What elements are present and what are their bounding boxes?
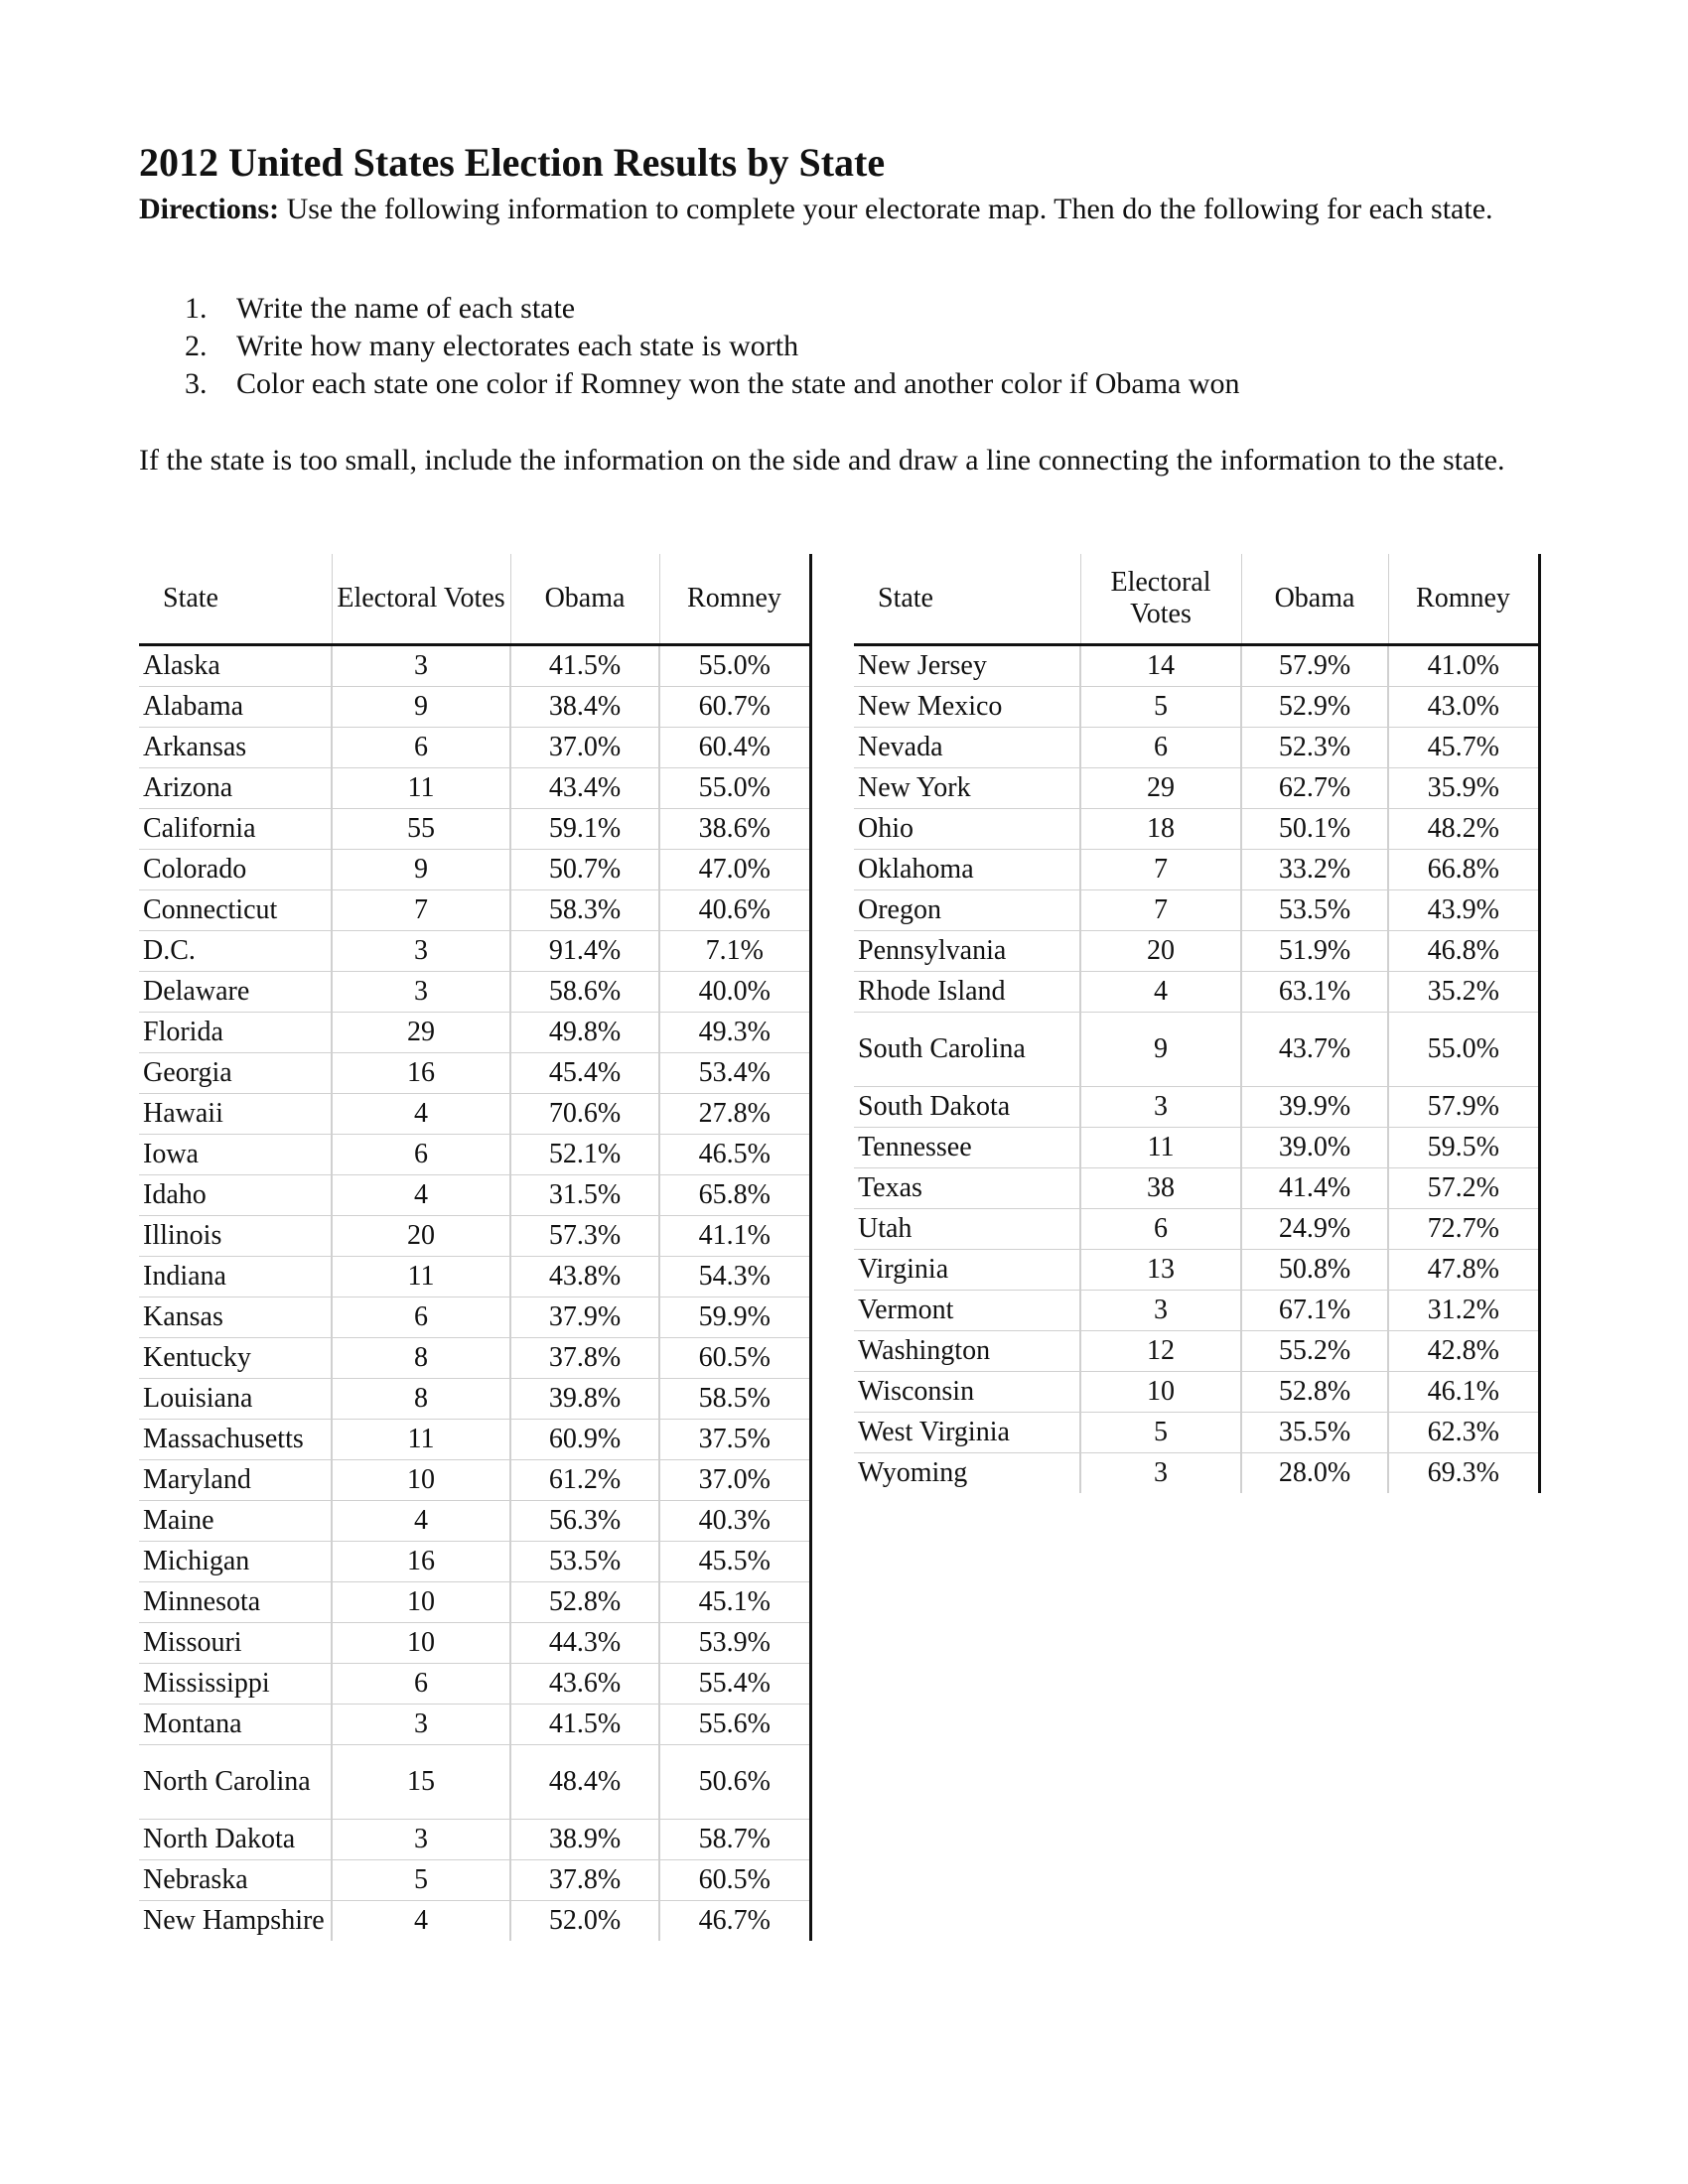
table-row bbox=[854, 809, 1539, 850]
step-number: 2. bbox=[185, 330, 208, 362]
romney-percent-cell: 47.8% bbox=[1388, 1250, 1539, 1291]
romney-percent-cell: 41.1% bbox=[659, 1216, 810, 1257]
obama-percent-cell: 52.8% bbox=[510, 1582, 659, 1623]
state-cell: Arkansas bbox=[139, 728, 332, 768]
electoral-votes-cell: 3 bbox=[332, 1705, 510, 1745]
table-row bbox=[854, 931, 1539, 972]
step-number: 1. bbox=[185, 292, 208, 325]
obama-percent-cell: 49.8% bbox=[510, 1013, 659, 1053]
electoral-votes-cell: 55 bbox=[332, 809, 510, 850]
obama-percent-cell: 33.2% bbox=[1241, 850, 1388, 890]
romney-percent-cell: 7.1% bbox=[659, 931, 810, 972]
romney-percent-cell: 35.2% bbox=[1388, 972, 1539, 1013]
results-table-right bbox=[854, 554, 1541, 1493]
electoral-votes-cell: 6 bbox=[332, 1664, 510, 1705]
column-header-state: State bbox=[854, 554, 1080, 645]
page-title: 2012 United States Election Results by State bbox=[139, 140, 886, 185]
romney-percent-cell: 55.0% bbox=[659, 645, 810, 687]
electoral-votes-cell: 14 bbox=[1080, 645, 1241, 687]
state-cell: Indiana bbox=[139, 1257, 332, 1297]
directions-text bbox=[139, 191, 1549, 228]
table-row bbox=[854, 728, 1539, 768]
table-row bbox=[139, 687, 810, 728]
obama-percent-cell: 58.6% bbox=[510, 972, 659, 1013]
column-header-romney: Romney bbox=[659, 554, 810, 645]
romney-percent-cell: 38.6% bbox=[659, 809, 810, 850]
table-row bbox=[139, 1860, 810, 1901]
obama-percent-cell: 37.8% bbox=[510, 1338, 659, 1379]
column-header-electoral-votes: Electoral Votes bbox=[332, 554, 510, 645]
state-cell: Oklahoma bbox=[854, 850, 1080, 890]
state-cell: Alaska bbox=[139, 645, 332, 687]
table-body-left bbox=[139, 645, 810, 1942]
table-row bbox=[139, 1257, 810, 1297]
electoral-votes-cell: 7 bbox=[332, 890, 510, 931]
state-cell: Hawaii bbox=[139, 1094, 332, 1135]
electoral-votes-cell: 4 bbox=[332, 1094, 510, 1135]
obama-percent-cell: 28.0% bbox=[1241, 1453, 1388, 1494]
electoral-votes-cell: 20 bbox=[332, 1216, 510, 1257]
table-header-row bbox=[854, 554, 1539, 645]
romney-percent-cell: 47.0% bbox=[659, 850, 810, 890]
table-row bbox=[139, 931, 810, 972]
obama-percent-cell: 52.8% bbox=[1241, 1372, 1388, 1413]
table-row bbox=[854, 768, 1539, 809]
obama-percent-cell: 43.7% bbox=[1241, 1013, 1388, 1087]
state-cell: Georgia bbox=[139, 1053, 332, 1094]
obama-percent-cell: 56.3% bbox=[510, 1501, 659, 1542]
romney-percent-cell: 55.0% bbox=[1388, 1013, 1539, 1087]
electoral-votes-cell: 6 bbox=[1080, 728, 1241, 768]
electoral-votes-cell: 5 bbox=[332, 1860, 510, 1901]
state-cell: Michigan bbox=[139, 1542, 332, 1582]
electoral-votes-cell: 3 bbox=[1080, 1291, 1241, 1331]
obama-percent-cell: 52.0% bbox=[510, 1901, 659, 1942]
obama-percent-cell: 52.3% bbox=[1241, 728, 1388, 768]
table-row bbox=[139, 1582, 810, 1623]
electoral-votes-cell: 13 bbox=[1080, 1250, 1241, 1291]
state-cell: North Carolina bbox=[139, 1745, 332, 1820]
table-row bbox=[854, 1168, 1539, 1209]
electoral-votes-cell: 29 bbox=[332, 1013, 510, 1053]
romney-percent-cell: 58.5% bbox=[659, 1379, 810, 1420]
electoral-votes-cell: 3 bbox=[332, 1820, 510, 1860]
column-header-state: State bbox=[139, 554, 332, 645]
obama-percent-cell: 59.1% bbox=[510, 809, 659, 850]
obama-percent-cell: 39.9% bbox=[1241, 1087, 1388, 1128]
obama-percent-cell: 55.2% bbox=[1241, 1331, 1388, 1372]
state-cell: Nevada bbox=[854, 728, 1080, 768]
romney-percent-cell: 46.1% bbox=[1388, 1372, 1539, 1413]
romney-percent-cell: 57.2% bbox=[1388, 1168, 1539, 1209]
obama-percent-cell: 41.5% bbox=[510, 1705, 659, 1745]
obama-percent-cell: 61.2% bbox=[510, 1460, 659, 1501]
obama-percent-cell: 35.5% bbox=[1241, 1413, 1388, 1453]
state-cell: Tennessee bbox=[854, 1128, 1080, 1168]
state-cell: New Jersey bbox=[854, 645, 1080, 687]
directions-body: Use the following information to complete your electorate map. Then do the following for each state. bbox=[279, 193, 1493, 225]
table-row bbox=[139, 850, 810, 890]
state-cell: Delaware bbox=[139, 972, 332, 1013]
electoral-votes-cell: 5 bbox=[1080, 687, 1241, 728]
electoral-votes-cell: 15 bbox=[332, 1745, 510, 1820]
table-row bbox=[139, 1623, 810, 1664]
obama-percent-cell: 53.5% bbox=[1241, 890, 1388, 931]
step-item bbox=[139, 290, 1549, 328]
state-cell: Florida bbox=[139, 1013, 332, 1053]
table-row bbox=[854, 1331, 1539, 1372]
electoral-votes-cell: 11 bbox=[1080, 1128, 1241, 1168]
table-row bbox=[854, 1291, 1539, 1331]
obama-percent-cell: 38.4% bbox=[510, 687, 659, 728]
table-row bbox=[139, 1542, 810, 1582]
electoral-votes-cell: 11 bbox=[332, 1420, 510, 1460]
romney-percent-cell: 65.8% bbox=[659, 1175, 810, 1216]
table-row bbox=[854, 1128, 1539, 1168]
romney-percent-cell: 40.0% bbox=[659, 972, 810, 1013]
electoral-votes-cell: 10 bbox=[1080, 1372, 1241, 1413]
table-row bbox=[854, 1372, 1539, 1413]
state-cell: Virginia bbox=[854, 1250, 1080, 1291]
table-row bbox=[139, 1901, 810, 1942]
romney-percent-cell: 60.4% bbox=[659, 728, 810, 768]
electoral-votes-cell: 10 bbox=[332, 1623, 510, 1664]
electoral-votes-cell: 6 bbox=[1080, 1209, 1241, 1250]
electoral-votes-cell: 5 bbox=[1080, 1413, 1241, 1453]
state-cell: South Carolina bbox=[854, 1013, 1080, 1087]
state-cell: Connecticut bbox=[139, 890, 332, 931]
romney-percent-cell: 58.7% bbox=[659, 1820, 810, 1860]
obama-percent-cell: 41.4% bbox=[1241, 1168, 1388, 1209]
obama-percent-cell: 45.4% bbox=[510, 1053, 659, 1094]
romney-percent-cell: 59.9% bbox=[659, 1297, 810, 1338]
obama-percent-cell: 38.9% bbox=[510, 1820, 659, 1860]
state-cell: Mississippi bbox=[139, 1664, 332, 1705]
obama-percent-cell: 50.1% bbox=[1241, 809, 1388, 850]
state-cell: Kansas bbox=[139, 1297, 332, 1338]
table-row bbox=[854, 1413, 1539, 1453]
obama-percent-cell: 24.9% bbox=[1241, 1209, 1388, 1250]
table-row bbox=[139, 1705, 810, 1745]
table-row bbox=[139, 809, 810, 850]
romney-percent-cell: 50.6% bbox=[659, 1745, 810, 1820]
state-cell: Oregon bbox=[854, 890, 1080, 931]
obama-percent-cell: 52.9% bbox=[1241, 687, 1388, 728]
romney-percent-cell: 40.6% bbox=[659, 890, 810, 931]
state-cell: Minnesota bbox=[139, 1582, 332, 1623]
step-text: Write the name of each state bbox=[236, 292, 576, 325]
table-row bbox=[139, 1820, 810, 1860]
table-row bbox=[854, 1250, 1539, 1291]
electoral-votes-cell: 4 bbox=[332, 1175, 510, 1216]
romney-percent-cell: 46.8% bbox=[1388, 931, 1539, 972]
romney-percent-cell: 42.8% bbox=[1388, 1331, 1539, 1372]
table-row bbox=[854, 1453, 1539, 1494]
electoral-votes-cell: 6 bbox=[332, 1297, 510, 1338]
obama-percent-cell: 51.9% bbox=[1241, 931, 1388, 972]
obama-percent-cell: 31.5% bbox=[510, 1175, 659, 1216]
romney-percent-cell: 59.5% bbox=[1388, 1128, 1539, 1168]
romney-percent-cell: 37.5% bbox=[659, 1420, 810, 1460]
romney-percent-cell: 72.7% bbox=[1388, 1209, 1539, 1250]
obama-percent-cell: 39.8% bbox=[510, 1379, 659, 1420]
electoral-votes-cell: 38 bbox=[1080, 1168, 1241, 1209]
romney-percent-cell: 60.7% bbox=[659, 687, 810, 728]
table-row bbox=[139, 728, 810, 768]
state-cell: Iowa bbox=[139, 1135, 332, 1175]
state-cell: Maine bbox=[139, 1501, 332, 1542]
state-cell: Alabama bbox=[139, 687, 332, 728]
electoral-votes-cell: 8 bbox=[332, 1379, 510, 1420]
table-row bbox=[854, 645, 1539, 687]
state-cell: Rhode Island bbox=[854, 972, 1080, 1013]
obama-percent-cell: 43.8% bbox=[510, 1257, 659, 1297]
electoral-votes-cell: 11 bbox=[332, 768, 510, 809]
state-cell: Colorado bbox=[139, 850, 332, 890]
electoral-votes-cell: 7 bbox=[1080, 850, 1241, 890]
state-cell: North Dakota bbox=[139, 1820, 332, 1860]
table-row bbox=[854, 850, 1539, 890]
electoral-votes-cell: 29 bbox=[1080, 768, 1241, 809]
electoral-votes-cell: 12 bbox=[1080, 1331, 1241, 1372]
state-cell: Utah bbox=[854, 1209, 1080, 1250]
electoral-votes-cell: 16 bbox=[332, 1053, 510, 1094]
table-row bbox=[854, 1013, 1539, 1087]
obama-percent-cell: 62.7% bbox=[1241, 768, 1388, 809]
electoral-votes-cell: 16 bbox=[332, 1542, 510, 1582]
state-cell: West Virginia bbox=[854, 1413, 1080, 1453]
obama-percent-cell: 37.9% bbox=[510, 1297, 659, 1338]
state-cell: New Hampshire bbox=[139, 1901, 332, 1942]
state-cell: Washington bbox=[854, 1331, 1080, 1372]
directions-label: Directions: bbox=[139, 193, 280, 225]
table-row bbox=[854, 890, 1539, 931]
electoral-votes-cell: 3 bbox=[332, 972, 510, 1013]
romney-percent-cell: 45.1% bbox=[659, 1582, 810, 1623]
electoral-votes-cell: 3 bbox=[1080, 1453, 1241, 1494]
electoral-votes-cell: 3 bbox=[1080, 1087, 1241, 1128]
step-item bbox=[139, 328, 1549, 365]
step-number: 3. bbox=[185, 367, 208, 400]
table-row bbox=[139, 1664, 810, 1705]
table-header-row bbox=[139, 554, 810, 645]
electoral-votes-cell: 6 bbox=[332, 728, 510, 768]
romney-percent-cell: 62.3% bbox=[1388, 1413, 1539, 1453]
results-table-left bbox=[139, 554, 812, 1941]
obama-percent-cell: 70.6% bbox=[510, 1094, 659, 1135]
table-row bbox=[854, 1087, 1539, 1128]
obama-percent-cell: 52.1% bbox=[510, 1135, 659, 1175]
obama-percent-cell: 50.8% bbox=[1241, 1250, 1388, 1291]
step-item bbox=[139, 365, 1549, 403]
romney-percent-cell: 66.8% bbox=[1388, 850, 1539, 890]
state-cell: Kentucky bbox=[139, 1338, 332, 1379]
state-cell: Nebraska bbox=[139, 1860, 332, 1901]
electoral-votes-cell: 4 bbox=[332, 1501, 510, 1542]
romney-percent-cell: 46.5% bbox=[659, 1135, 810, 1175]
table-row bbox=[854, 972, 1539, 1013]
romney-percent-cell: 45.5% bbox=[659, 1542, 810, 1582]
electoral-votes-cell: 6 bbox=[332, 1135, 510, 1175]
table-row bbox=[139, 1460, 810, 1501]
table-row bbox=[139, 1135, 810, 1175]
romney-percent-cell: 37.0% bbox=[659, 1460, 810, 1501]
state-cell: D.C. bbox=[139, 931, 332, 972]
table-row bbox=[139, 1094, 810, 1135]
table-row bbox=[854, 687, 1539, 728]
romney-percent-cell: 45.7% bbox=[1388, 728, 1539, 768]
romney-percent-cell: 53.4% bbox=[659, 1053, 810, 1094]
electoral-votes-cell: 4 bbox=[1080, 972, 1241, 1013]
table-row bbox=[139, 1216, 810, 1257]
obama-percent-cell: 39.0% bbox=[1241, 1128, 1388, 1168]
obama-percent-cell: 44.3% bbox=[510, 1623, 659, 1664]
electoral-votes-cell: 9 bbox=[1080, 1013, 1241, 1087]
romney-percent-cell: 55.6% bbox=[659, 1705, 810, 1745]
state-cell: Vermont bbox=[854, 1291, 1080, 1331]
obama-percent-cell: 58.3% bbox=[510, 890, 659, 931]
state-cell: Maryland bbox=[139, 1460, 332, 1501]
step-text: Color each state one color if Romney won the state and another color if Obama won bbox=[236, 367, 1240, 400]
romney-percent-cell: 48.2% bbox=[1388, 809, 1539, 850]
table-row bbox=[139, 1501, 810, 1542]
table-row bbox=[139, 1420, 810, 1460]
obama-percent-cell: 43.6% bbox=[510, 1664, 659, 1705]
electoral-votes-cell: 4 bbox=[332, 1901, 510, 1942]
electoral-votes-cell: 10 bbox=[332, 1582, 510, 1623]
romney-percent-cell: 43.0% bbox=[1388, 687, 1539, 728]
state-cell: Massachusetts bbox=[139, 1420, 332, 1460]
romney-percent-cell: 60.5% bbox=[659, 1338, 810, 1379]
obama-percent-cell: 50.7% bbox=[510, 850, 659, 890]
state-cell: Wyoming bbox=[854, 1453, 1080, 1494]
romney-percent-cell: 49.3% bbox=[659, 1013, 810, 1053]
column-header-electoral-votes: Electoral Votes bbox=[1080, 554, 1241, 645]
romney-percent-cell: 54.3% bbox=[659, 1257, 810, 1297]
electoral-votes-cell: 11 bbox=[332, 1257, 510, 1297]
romney-percent-cell: 35.9% bbox=[1388, 768, 1539, 809]
table-row bbox=[139, 1175, 810, 1216]
state-cell: New Mexico bbox=[854, 687, 1080, 728]
romney-percent-cell: 46.7% bbox=[659, 1901, 810, 1942]
table-row bbox=[139, 1338, 810, 1379]
romney-percent-cell: 27.8% bbox=[659, 1094, 810, 1135]
obama-percent-cell: 63.1% bbox=[1241, 972, 1388, 1013]
obama-percent-cell: 91.4% bbox=[510, 931, 659, 972]
table-row bbox=[139, 1379, 810, 1420]
electoral-votes-cell: 20 bbox=[1080, 931, 1241, 972]
note-text: If the state is too small, include the information on the side and draw a line connecting the information to the state. bbox=[139, 444, 1505, 477]
table-row bbox=[139, 1013, 810, 1053]
electoral-votes-cell: 8 bbox=[332, 1338, 510, 1379]
state-cell: Montana bbox=[139, 1705, 332, 1745]
romney-percent-cell: 55.4% bbox=[659, 1664, 810, 1705]
state-cell: Pennsylvania bbox=[854, 931, 1080, 972]
obama-percent-cell: 57.3% bbox=[510, 1216, 659, 1257]
romney-percent-cell: 41.0% bbox=[1388, 645, 1539, 687]
state-cell: California bbox=[139, 809, 332, 850]
state-cell: Ohio bbox=[854, 809, 1080, 850]
obama-percent-cell: 37.0% bbox=[510, 728, 659, 768]
table-row bbox=[139, 1053, 810, 1094]
romney-percent-cell: 53.9% bbox=[659, 1623, 810, 1664]
column-header-obama: Obama bbox=[510, 554, 659, 645]
electoral-votes-cell: 10 bbox=[332, 1460, 510, 1501]
table-row bbox=[139, 1745, 810, 1820]
table-row bbox=[854, 1209, 1539, 1250]
electoral-votes-cell: 18 bbox=[1080, 809, 1241, 850]
electoral-votes-cell: 9 bbox=[332, 850, 510, 890]
romney-percent-cell: 60.5% bbox=[659, 1860, 810, 1901]
obama-percent-cell: 41.5% bbox=[510, 645, 659, 687]
electoral-votes-cell: 9 bbox=[332, 687, 510, 728]
obama-percent-cell: 57.9% bbox=[1241, 645, 1388, 687]
obama-percent-cell: 60.9% bbox=[510, 1420, 659, 1460]
step-text: Write how many electorates each state is worth bbox=[236, 330, 799, 362]
state-cell: Illinois bbox=[139, 1216, 332, 1257]
state-cell: New York bbox=[854, 768, 1080, 809]
state-cell: Idaho bbox=[139, 1175, 332, 1216]
steps-list bbox=[139, 290, 1549, 403]
electoral-votes-cell: 3 bbox=[332, 931, 510, 972]
romney-percent-cell: 31.2% bbox=[1388, 1291, 1539, 1331]
romney-percent-cell: 69.3% bbox=[1388, 1453, 1539, 1494]
obama-percent-cell: 67.1% bbox=[1241, 1291, 1388, 1331]
obama-percent-cell: 53.5% bbox=[510, 1542, 659, 1582]
state-cell: Wisconsin bbox=[854, 1372, 1080, 1413]
column-header-romney: Romney bbox=[1388, 554, 1539, 645]
obama-percent-cell: 37.8% bbox=[510, 1860, 659, 1901]
table-row bbox=[139, 645, 810, 687]
romney-percent-cell: 57.9% bbox=[1388, 1087, 1539, 1128]
state-cell: Missouri bbox=[139, 1623, 332, 1664]
romney-percent-cell: 40.3% bbox=[659, 1501, 810, 1542]
electoral-votes-cell: 7 bbox=[1080, 890, 1241, 931]
romney-percent-cell: 43.9% bbox=[1388, 890, 1539, 931]
romney-percent-cell: 55.0% bbox=[659, 768, 810, 809]
state-cell: Louisiana bbox=[139, 1379, 332, 1420]
obama-percent-cell: 43.4% bbox=[510, 768, 659, 809]
state-cell: South Dakota bbox=[854, 1087, 1080, 1128]
table-body-right bbox=[854, 645, 1539, 1494]
table-row bbox=[139, 768, 810, 809]
state-cell: Texas bbox=[854, 1168, 1080, 1209]
table-row bbox=[139, 890, 810, 931]
obama-percent-cell: 48.4% bbox=[510, 1745, 659, 1820]
electoral-votes-cell: 3 bbox=[332, 645, 510, 687]
table-row bbox=[139, 1297, 810, 1338]
table-row bbox=[139, 972, 810, 1013]
column-header-obama: Obama bbox=[1241, 554, 1388, 645]
state-cell: Arizona bbox=[139, 768, 332, 809]
